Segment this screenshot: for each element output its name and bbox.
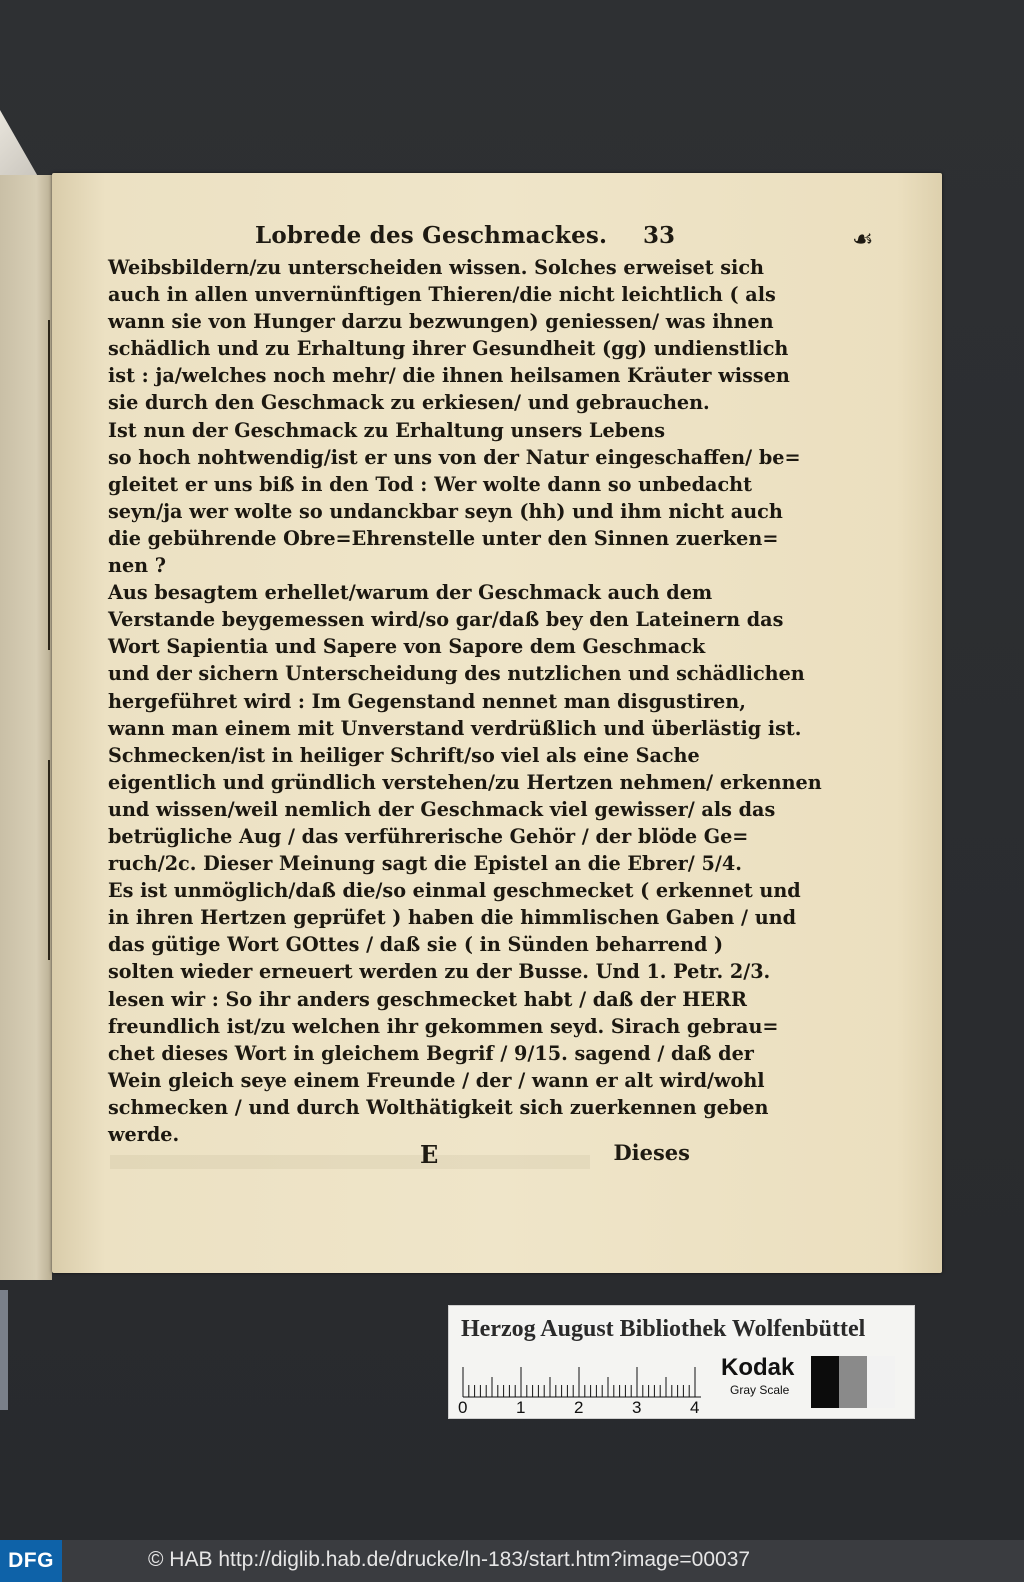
ruler-number: 0 [458,1398,468,1417]
page-foot [108,1140,708,1170]
text-line: chet dieses Wort in gleichem Begrif / 9/15. sagend / daß der [108,1041,754,1065]
swatch-white [867,1356,895,1408]
text-line: Aus besagtem erhellet/warum der Geschmack auch dem [108,581,713,605]
catchword: Dieses [613,1140,690,1165]
text-line: auch in allen unvernünftigen Thieren/die nicht leichtlich ( als [108,283,776,307]
text-line: gleitet er uns biß in den Tod : Wer wolte dann so unbedacht [108,472,752,496]
text-line: freundlich ist/zu welchen ihr gekommen seyd. Sirach gebrau= [108,1014,779,1038]
page-body [108,254,822,1148]
text-line: Wort Sapientia und Sapere von Sapore dem Geschmack [108,635,706,659]
ruler-number: 1 [516,1398,526,1417]
text-line: lesen wir : So ihr anders geschmecket habt / daß der HERR [108,987,747,1011]
margin-line-lower [48,760,50,960]
swatch-gray [839,1356,867,1408]
gray-scale-label: Gray Scale [730,1383,790,1397]
text-line: so hoch nohtwendig/ist er uns von der Natur eingeschaffen/ be= [108,445,801,469]
text-line: Es ist unmöglich/daß die/so einmal geschmecket ( erkennet und [108,879,801,903]
text-line: Ist nun der Geschmack zu Erhaltung unsers Lebens [108,418,666,442]
card-title: Herzog August Bibliothek Wolfenbüttel [461,1316,866,1342]
text-line: solten wieder erneuert werden zu der Busse. Und 1. Petr. 2/3. [108,960,771,984]
text-line: die gebührende Obre=Ehrenstelle unter den Sinnen zuerken= [108,526,779,550]
text-line: Weibsbildern/zu unterscheiden wissen. Solches erweiset sich [108,256,764,279]
text-line: hergeführet wird : Im Gegenstand nennet man disgustiren, [108,689,746,713]
text-line: schädlich und zu Erhaltung ihrer Gesundheit (gg) undienstlich [108,337,789,361]
ruler-numbers [458,1398,721,1418]
dfg-logo[interactable]: DFG [0,1540,62,1582]
text-line: betrügliche Aug / das verführerische Gehör / der blöde Ge= [108,824,749,848]
text-line: sie durch den Geschmack zu erkiesen/ und gebrauchen. [108,391,710,415]
text-line: ist : ja/welches noch mehr/ die ihnen heilsamen Kräuter wissen [108,364,790,388]
scan-edge-strip [0,1290,8,1410]
previous-page-edge [0,175,52,1280]
text-line: wann man einem mit Unverstand verdrüßlich und überlästig ist. [108,716,802,740]
text-line: eigentlich und gründlich verstehen/zu Hertzen nehmen/ erkennen [108,770,822,794]
running-title: Lobrede des Geschmackes. [255,222,608,249]
text-line: und wissen/weil nemlich der Geschmack viel gewisser/ als das [108,797,776,821]
ruler-number: 4 [690,1398,700,1417]
text-line: wann sie von Hunger darzu bezwungen) geniessen/ was ihnen [108,310,774,334]
text-line: in ihren Hertzen geprüfet ) haben die himmlischen Gaben / und [108,906,797,930]
ruler-number: 3 [632,1398,642,1417]
ornament-icon: ☙ [852,225,874,253]
text-line: seyn/ja wer wolte so undanckbar seyn (hh) und ihm nicht auch [108,499,783,523]
text-line: nen ? [108,554,167,578]
text-line: ruch/2c. Dieser Meinung sagt die Epistel an die Ebrer/ 5/4. [108,852,742,876]
page-number: 33 [643,222,676,249]
kodak-logo: Kodak [721,1354,795,1381]
text-line: schmecken / und durch Wolthätigkeit sich zuerkennen geben [108,1095,769,1119]
text-line: werde. [108,1123,180,1146]
text-line: das gütige Wort GOttes / daß sie ( in Sünden beharrend ) [108,933,724,957]
running-head [205,222,705,254]
ruler-number: 2 [574,1398,584,1417]
footer-bar [0,1540,1024,1582]
margin-line [48,320,50,650]
text-line: Schmecken/ist in heiliger Schrift/so viel als eine Sache [108,743,700,767]
swatch-black [811,1356,839,1408]
copyright-link[interactable]: © HAB http://diglib.hab.de/drucke/ln-183/start.htm?image=00037 [148,1548,751,1571]
text-line: Verstande beygemessen wird/so gar/daß bey den Lateinern das [108,608,784,632]
color-calibration-card [448,1305,915,1419]
text-line: und der sichern Unterscheidung des nutzlichen und schädlichen [108,662,805,686]
signature-mark: E [420,1140,439,1169]
ruler-scale [461,1358,711,1398]
text-line: Wein gleich seye einem Freunde / der / wann er alt wird/wohl [108,1068,765,1092]
